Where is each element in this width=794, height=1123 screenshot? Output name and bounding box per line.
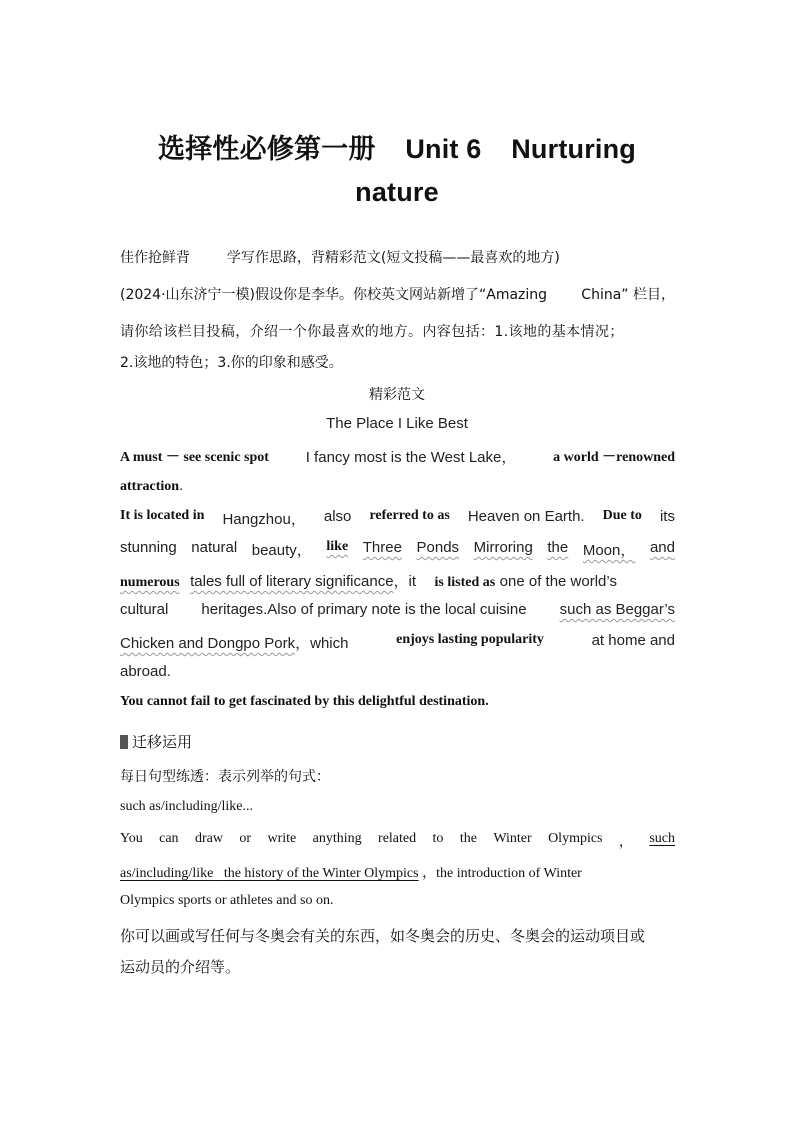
section-header xyxy=(120,247,675,267)
essay-text: Heaven on Earth. xyxy=(467,508,585,525)
section-2-header xyxy=(120,731,675,752)
essay-text: also xyxy=(323,508,352,525)
essay-heading: 精彩范文 xyxy=(369,387,425,403)
wavy-phrase: Ponds xyxy=(416,539,460,556)
example-line-2 xyxy=(120,862,675,882)
essay-text: stunning xyxy=(120,539,177,556)
wavy-phrase: Mirroring xyxy=(473,539,533,556)
bold-phrase: It is located in xyxy=(120,508,205,523)
example-word: can xyxy=(159,831,179,846)
bold-phrase: a world －renowned xyxy=(553,450,675,465)
essay-line-2 xyxy=(120,477,675,495)
example-word: Winter xyxy=(493,831,532,846)
bold-phrase: numerous xyxy=(120,575,180,590)
essay-line-1 xyxy=(120,446,675,467)
section-marker-icon xyxy=(120,735,128,749)
essay-text: . xyxy=(179,477,184,494)
essay-text: at home and xyxy=(591,632,675,649)
bold-phrase: referred to as xyxy=(369,508,450,523)
example-line-3: Olympics sports or athletes and so on. xyxy=(120,893,334,908)
essay-line-5 xyxy=(120,570,675,591)
essay-line-7 xyxy=(120,632,675,653)
example-word: related xyxy=(378,831,417,846)
wavy-phrase: the xyxy=(547,539,569,556)
example-word: write xyxy=(267,831,297,846)
translation-line-2: 运动员的介绍等。 xyxy=(120,958,241,976)
title-name-1: Nurturing xyxy=(511,134,636,164)
page-title xyxy=(0,127,794,166)
essay-line-4 xyxy=(120,539,675,560)
underlined-phrase: such xyxy=(649,831,675,846)
essay-line-3 xyxy=(120,508,675,529)
example-word: Olympics xyxy=(548,831,603,846)
example-word: ， xyxy=(618,835,633,850)
section-2-sub: 每日句型练透：表示列举的句式： xyxy=(120,769,330,785)
example-word: to xyxy=(432,831,444,846)
prompt-line-2: 请你给该栏目投稿，介绍一个你最喜欢的地方。内容包括：1.该地的基本情况； xyxy=(120,324,624,340)
prompt-line-3: 2.该地的特色；3.你的印象和感受。 xyxy=(120,355,343,371)
wavy-phrase: tales full of literary significance xyxy=(190,573,394,590)
essay-text: one of the world’s xyxy=(499,573,617,590)
wavy-phrase: such as Beggar’s xyxy=(559,601,675,618)
example-text: ，the introduction of Winter xyxy=(422,866,582,881)
example-word: or xyxy=(239,831,252,846)
title-unit: Unit 6 xyxy=(405,134,482,164)
essay-text: heritages.Also of primary note is the local cuisine xyxy=(201,601,527,618)
bold-phrase: A must － see scenic spot xyxy=(120,450,269,465)
example-line-1 xyxy=(120,831,675,851)
prompt-text: (2024·山东济宁一模)假设你是李华。你校英文网站新增了“Amazing xyxy=(120,287,548,303)
title-name-2: nature xyxy=(355,177,439,207)
example-word: You xyxy=(120,831,143,846)
essay-text: ，which xyxy=(295,635,349,652)
essay-text: natural xyxy=(191,539,238,556)
essay-text: Hangzhou， xyxy=(222,511,306,528)
underlined-phrase: as/including/like xyxy=(120,866,214,881)
essay-line-6 xyxy=(120,601,675,618)
wavy-phrase: Chicken and Dongpo Pork xyxy=(120,635,296,652)
essay-text: beauty， xyxy=(251,542,312,559)
prompt-text: China” 栏目， xyxy=(581,287,675,303)
bold-phrase: Due to xyxy=(602,508,642,523)
page-title-line-2 xyxy=(0,177,794,208)
bold-phrase: is listed as xyxy=(434,575,496,590)
bold-phrase: enjoys lasting popularity xyxy=(396,632,544,647)
essay-text: cultural xyxy=(120,601,169,618)
essay-text: I fancy most is the West Lake， xyxy=(305,449,517,466)
underlined-phrase: the history of the Winter Olympics xyxy=(223,866,419,881)
section-2-label: 迁移运用 xyxy=(132,733,193,751)
bold-phrase: like xyxy=(326,539,349,554)
wavy-phrase: and xyxy=(649,539,675,556)
essay-line-8: abroad. xyxy=(120,663,171,680)
prompt-line-1 xyxy=(120,284,675,304)
translation-line-1: 你可以画或写任何与冬奥会有关的东西，如冬奥会的历史、冬奥会的运动项目或 xyxy=(120,927,646,945)
essay-line-9: You cannot fail to get fascinated by this delightful destination. xyxy=(120,694,489,709)
essay-title: The Place I Like Best xyxy=(326,415,468,432)
wavy-phrase: Moon， xyxy=(582,542,636,559)
essay-text: ，it xyxy=(393,573,417,590)
title-cn: 选择性必修第一册 xyxy=(158,134,376,165)
example-word: draw xyxy=(194,831,223,846)
example-word: anything xyxy=(312,831,362,846)
pattern-line: such as/including/like... xyxy=(120,799,253,814)
bold-phrase: attraction xyxy=(120,479,180,494)
wavy-phrase: Three xyxy=(362,539,402,556)
section-desc: 学写作思路，背精彩范文(短文投稿——最喜欢的地方) xyxy=(226,250,560,266)
section-label: 佳作抢鲜背 xyxy=(120,250,190,266)
essay-text: its xyxy=(659,508,675,525)
example-word: the xyxy=(459,831,477,846)
